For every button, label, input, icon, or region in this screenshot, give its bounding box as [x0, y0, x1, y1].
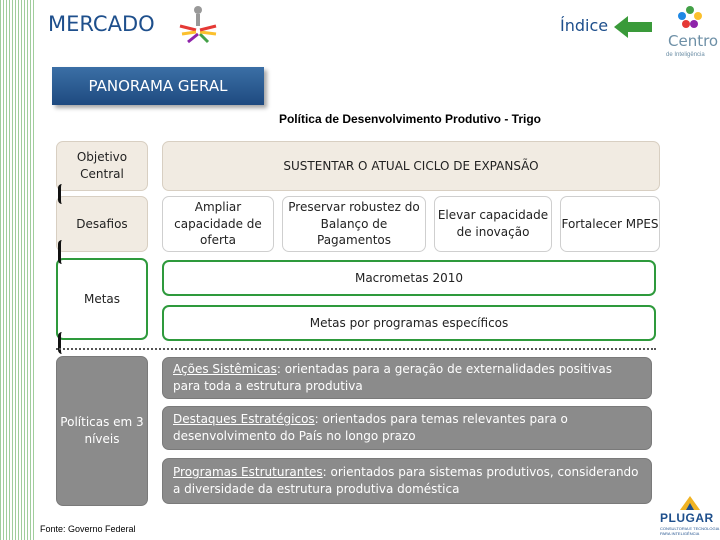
meta-box: Macrometas 2010	[162, 260, 656, 296]
meta-box: Metas por programas específicos	[162, 305, 656, 341]
panorama-geral-button[interactable]: PANORAMA GERAL	[52, 67, 264, 105]
source-note: Fonte: Governo Federal	[40, 524, 136, 534]
plugar-logo-icon	[678, 494, 702, 512]
politica-text: : orientados para sistemas produtivos, considerando a diversidade da estrutura produtiva doméstica	[173, 465, 639, 496]
politica-text: : orientadas para a geração de externalidades positivas para toda a estrutura produtiva	[173, 362, 612, 393]
plugar-logo-subtitle: CONSULTORIA E TECNOLOGIA PARA INTELIGÊNCIA	[660, 526, 720, 536]
centro-logo-word: Centro	[668, 32, 719, 50]
desafio-box: Fortalecer MPES	[560, 196, 660, 252]
bracket-connector	[58, 332, 67, 354]
politica-title: Programas Estruturantes	[173, 465, 323, 480]
desafio-box: Elevar capacidade de inovação	[434, 196, 552, 252]
politica-box	[162, 406, 652, 450]
politica-box	[162, 357, 652, 399]
decorative-stripe	[0, 0, 36, 540]
desafio-box: Preservar robustez do Balanço de Pagamentos	[282, 196, 426, 252]
back-arrow-icon[interactable]	[612, 14, 654, 40]
label-politicas: Políticas em 3 níveis	[56, 356, 148, 506]
centro-logo-subtitle: de Inteligência	[666, 52, 705, 58]
diagram-title: Política de Desenvolvimento Produtivo - Trigo	[278, 112, 542, 126]
politica-text: : orientados para temas relevantes para o desenvolvimento do País no longo prazo	[173, 412, 568, 443]
index-link[interactable]: Índice	[560, 16, 609, 35]
plugar-logo-word: PLUGAR	[660, 511, 714, 525]
objetivo-central-box: SUSTENTAR O ATUAL CICLO DE EXPANSÃO	[162, 141, 660, 191]
label-metas: Metas	[56, 258, 148, 340]
politica-title: Ações Sistêmicas	[173, 362, 277, 377]
label-desafios: Desafios	[56, 196, 148, 252]
section-divider	[56, 348, 656, 350]
desafio-box: Ampliar capacidade de oferta	[162, 196, 274, 252]
bracket-connector	[58, 240, 67, 264]
politica-title: Destaques Estratégicos	[173, 412, 315, 427]
bracket-connector	[58, 184, 67, 204]
people-logo-icon	[176, 4, 220, 44]
politica-box	[162, 458, 652, 504]
label-objetivo-central: Objetivo Central	[56, 141, 148, 191]
page-title: MERCADO	[48, 12, 155, 36]
